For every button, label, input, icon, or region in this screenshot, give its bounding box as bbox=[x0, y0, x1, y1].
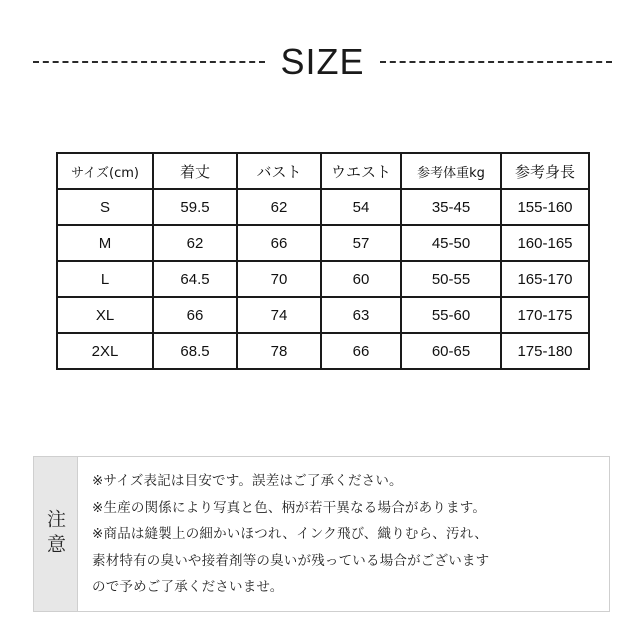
table-row bbox=[57, 225, 589, 261]
notice-line: ※商品は縫製上の細かいほつれ、インク飛び、織りむら、汚れ、 bbox=[92, 526, 488, 542]
cell-weight: 60-65 bbox=[401, 333, 501, 369]
cell-weight: 35-45 bbox=[401, 189, 501, 225]
title-row bbox=[0, 40, 640, 84]
table-row bbox=[57, 333, 589, 369]
notice-label-panel bbox=[34, 457, 78, 611]
cell-height: 155-160 bbox=[501, 189, 589, 225]
cell-waist: 54 bbox=[321, 189, 401, 225]
cell-length: 64.5 bbox=[153, 261, 237, 297]
size-table bbox=[56, 152, 590, 370]
title-dashed-line-right bbox=[380, 61, 612, 63]
table-header-row bbox=[57, 153, 589, 189]
cell-weight: 50-55 bbox=[401, 261, 501, 297]
notice-lines bbox=[92, 468, 601, 601]
cell-bust: 74 bbox=[237, 297, 321, 333]
header-waist: ウエスト bbox=[321, 153, 401, 189]
cell-height: 175-180 bbox=[501, 333, 589, 369]
cell-waist: 57 bbox=[321, 225, 401, 261]
cell-size: 2XL bbox=[57, 333, 153, 369]
header-size: サイズ(cm) bbox=[57, 153, 153, 189]
cell-waist: 63 bbox=[321, 297, 401, 333]
cell-height: 160-165 bbox=[501, 225, 589, 261]
cell-length: 62 bbox=[153, 225, 237, 261]
cell-bust: 66 bbox=[237, 225, 321, 261]
cell-weight: 55-60 bbox=[401, 297, 501, 333]
cell-size: S bbox=[57, 189, 153, 225]
cell-length: 59.5 bbox=[153, 189, 237, 225]
cell-bust: 78 bbox=[237, 333, 321, 369]
notice-line: ※生産の関係により写真と色、柄が若干異なる場合があります。 bbox=[92, 499, 487, 516]
cell-length: 68.5 bbox=[153, 333, 237, 369]
cell-waist: 66 bbox=[321, 333, 401, 369]
header-height: 参考身長 bbox=[501, 153, 589, 189]
cell-height: 170-175 bbox=[501, 297, 589, 333]
cell-bust: 62 bbox=[237, 189, 321, 225]
notice-line: ので予めご了承くださいませ。 bbox=[92, 579, 284, 595]
header-length: 着丈 bbox=[153, 153, 237, 189]
table-row bbox=[57, 297, 589, 333]
cell-length: 66 bbox=[153, 297, 237, 333]
table-row bbox=[57, 189, 589, 225]
header-weight: 参考体重kg bbox=[401, 153, 501, 189]
cell-height: 165-170 bbox=[501, 261, 589, 297]
cell-size: L bbox=[57, 261, 153, 297]
cell-waist: 60 bbox=[321, 261, 401, 297]
cell-size: XL bbox=[57, 297, 153, 333]
cell-bust: 70 bbox=[237, 261, 321, 297]
page-title: SIZE bbox=[280, 41, 365, 82]
table-row bbox=[57, 261, 589, 297]
title-dashed-line-left bbox=[33, 61, 265, 63]
cell-size: M bbox=[57, 225, 153, 261]
notice-box bbox=[33, 456, 610, 612]
header-bust: バスト bbox=[237, 153, 321, 189]
notice-line: 素材特有の臭いや接着剤等の臭いが残っている場合がございます bbox=[92, 552, 490, 569]
cell-weight: 45-50 bbox=[401, 225, 501, 261]
notice-label: 注意 bbox=[44, 509, 66, 559]
notice-line: ※サイズ表記は目安です。誤差はご了承ください。 bbox=[92, 473, 403, 489]
